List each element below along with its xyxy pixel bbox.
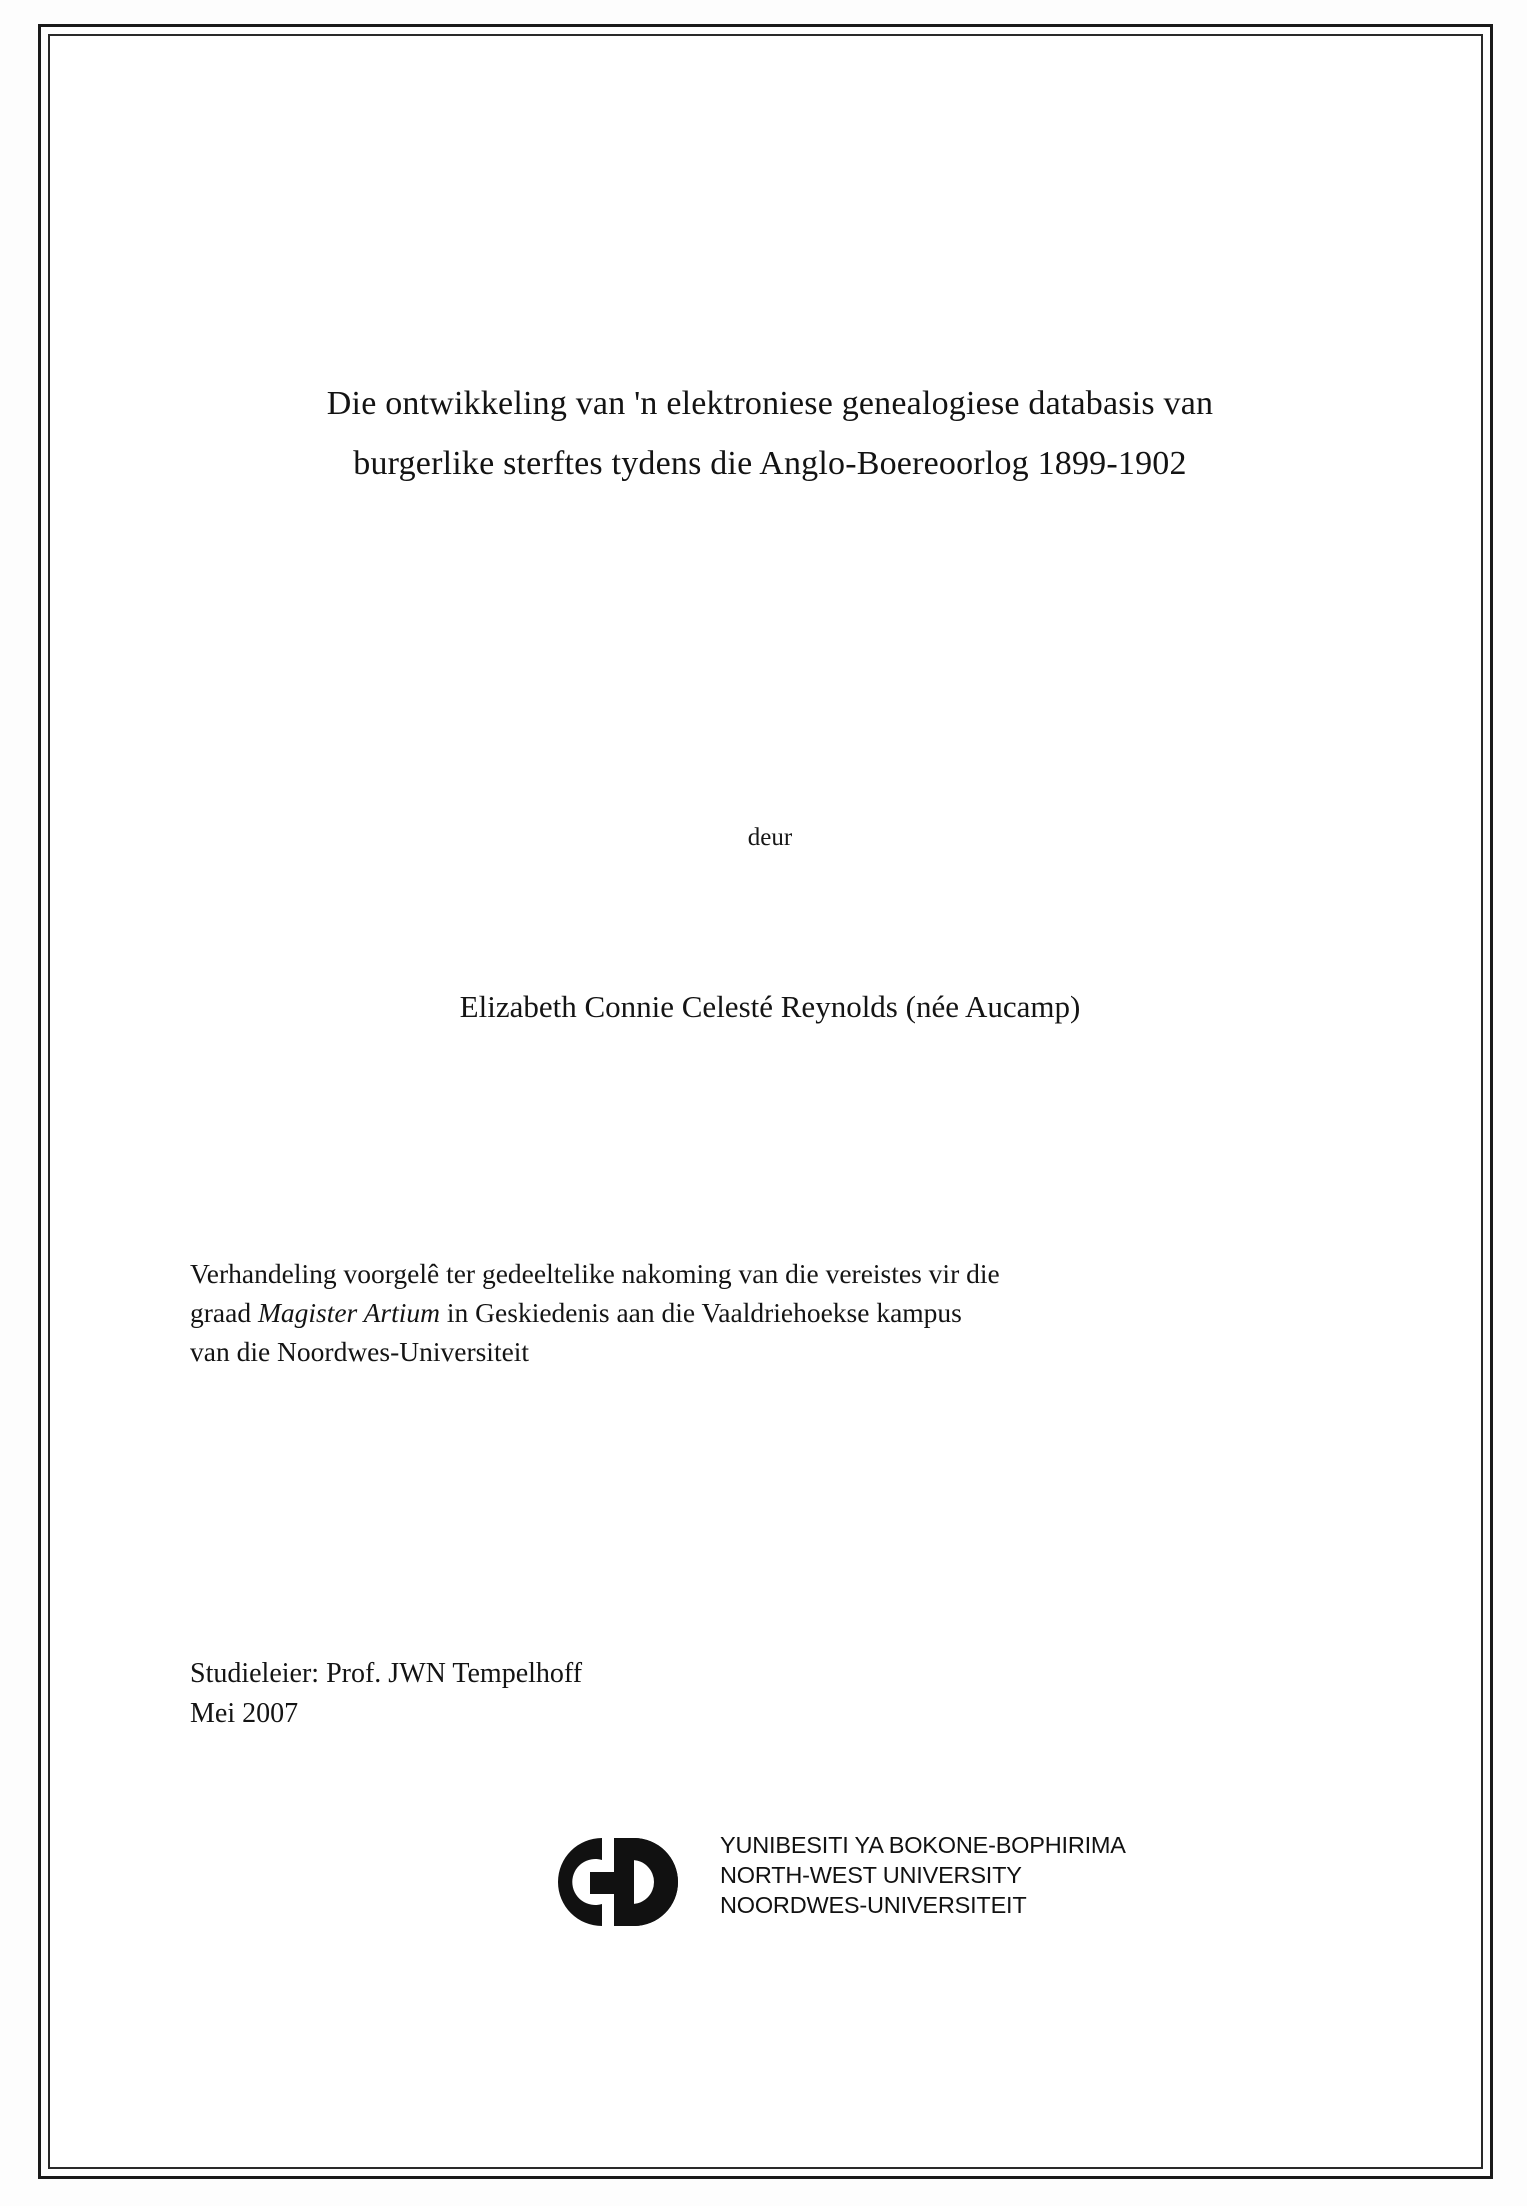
logo-text-line-2: NORTH-WEST UNIVERSITY — [720, 1862, 1022, 1889]
degree-statement-prefix: graad — [190, 1297, 258, 1329]
page-title — [180, 374, 1360, 493]
nwu-logo-icon — [530, 1826, 710, 1946]
degree-statement-line-3: van die Noordwes-Universiteit — [190, 1336, 530, 1368]
by-label: deur — [747, 824, 793, 851]
supervisor-block — [190, 1654, 1350, 1734]
title-line-2: burgerlike sterftes tydens die Anglo-Boereoorlog 1899-1902 — [353, 444, 1187, 482]
degree-statement-line-1: Verhandeling voorgelê ter gedeeltelike nakoming van die vereistes vir die — [190, 1258, 1000, 1289]
university-logo-text — [720, 1830, 1220, 1920]
university-logo — [530, 1824, 1230, 1954]
supervisor-line: Studieleier: Prof. JWN Tempelhoff — [190, 1658, 583, 1689]
logo-text-line-1: YUNIBESITI YA BOKONE-BOPHIRIMA — [720, 1832, 1126, 1858]
logo-text-line-3: NOORDWES-UNIVERSITEIT — [720, 1892, 1027, 1919]
title-page-content — [140, 34, 1390, 2154]
degree-statement-suffix: in Geskiedenis aan die Vaaldriehoekse kampus — [440, 1297, 962, 1329]
degree-name: Magister Artium — [257, 1297, 441, 1329]
date-line: Mei 2007 — [190, 1697, 299, 1729]
degree-statement-line-2 — [190, 1293, 1350, 1332]
title-line-1: Die ontwikkeling van 'n elektroniese genealogiese databasis van — [326, 385, 1214, 422]
author-name: Elizabeth Connie Celesté Reynolds (née Aucamp) — [459, 989, 1081, 1024]
degree-statement — [190, 1254, 1350, 1371]
